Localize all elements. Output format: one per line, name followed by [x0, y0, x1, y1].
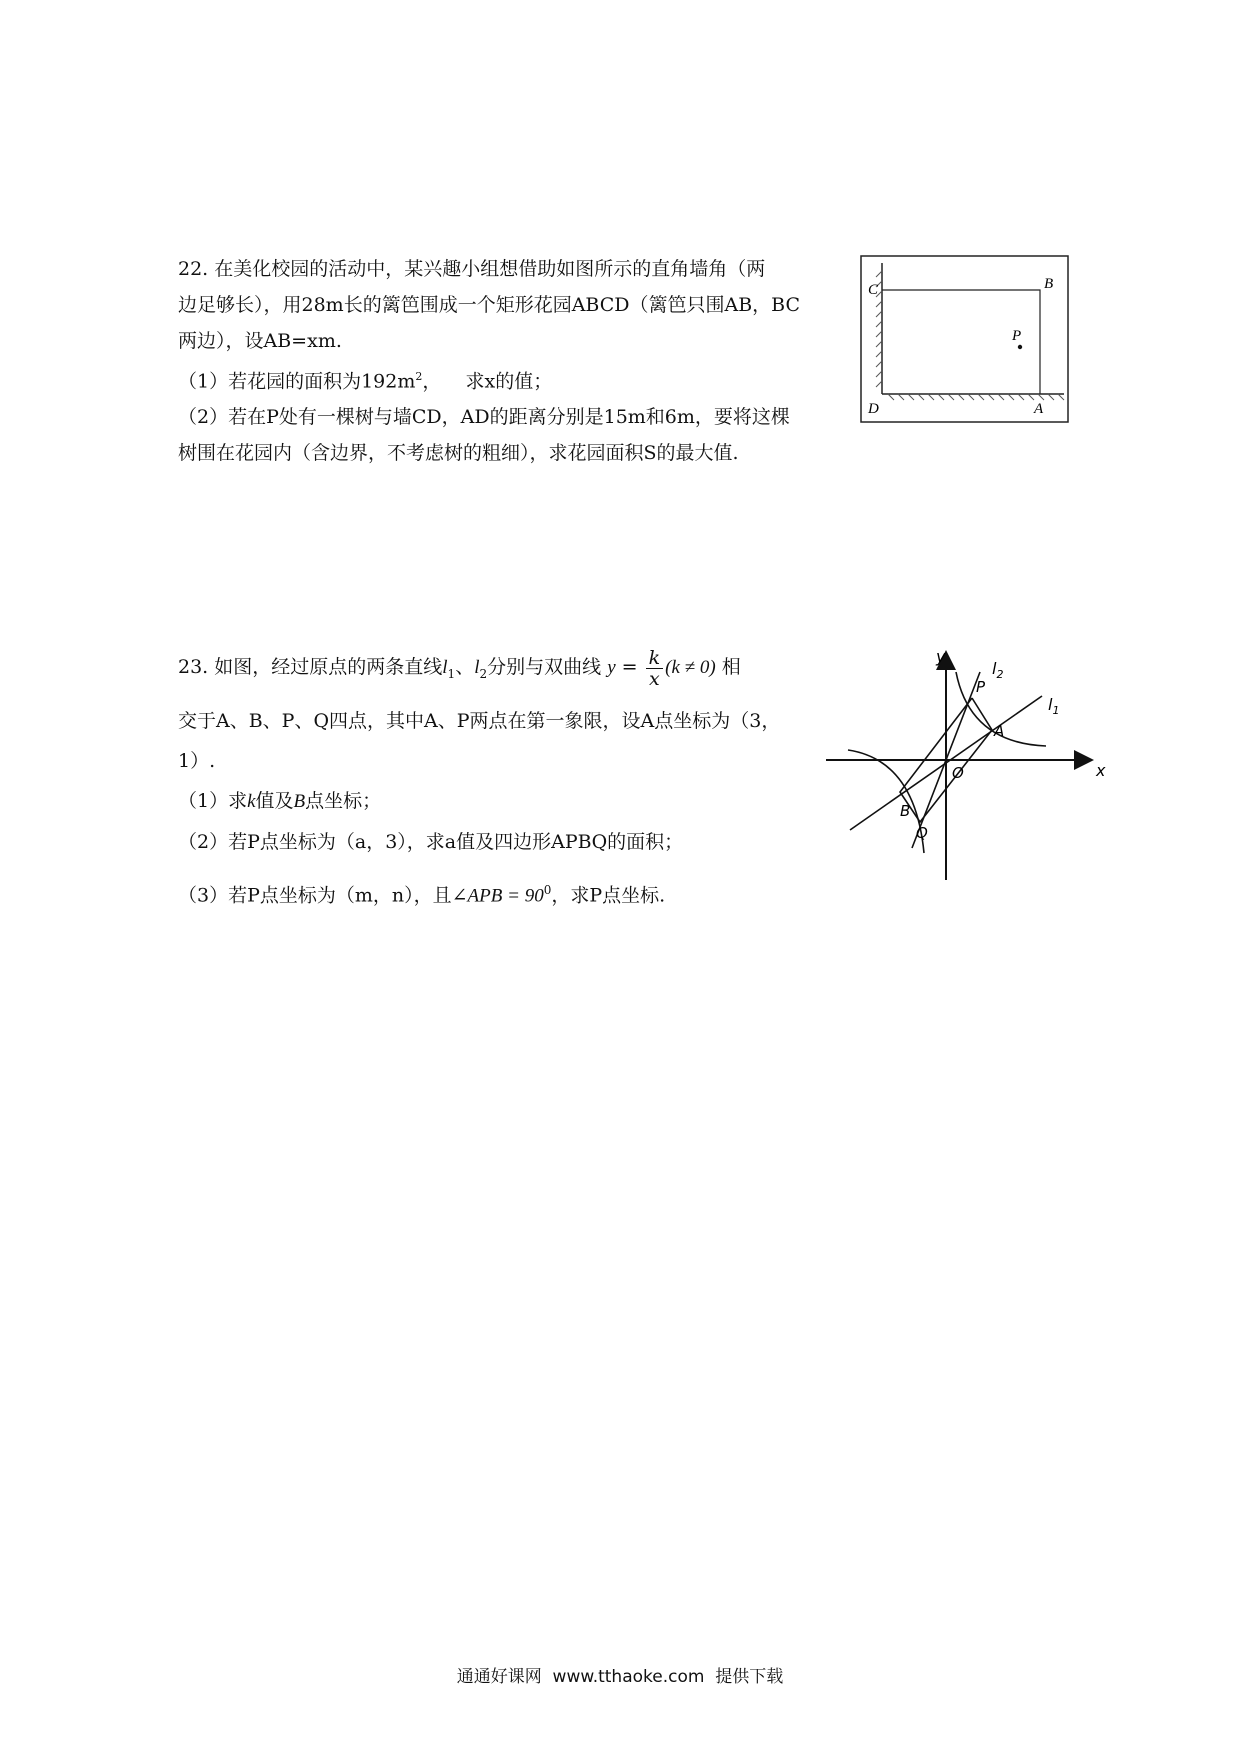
label-o: O	[952, 764, 964, 782]
problem-22-question-1: （1）若花园的面积为$192m^2$， 求x的值；	[178, 370, 553, 393]
label-p: P	[1012, 328, 1022, 344]
problem-23-question-2: （2）若P点坐标为（a，3），求a值及四边形APBQ的面积；	[178, 830, 684, 853]
label-d: D	[868, 401, 879, 417]
label-a: A	[1034, 401, 1044, 417]
label-p: P	[976, 678, 986, 696]
label-b: B	[900, 802, 911, 820]
problem-22-line-3: 两边），设AB=xm.	[178, 330, 342, 352]
problem-22-line-2: 边足够长），用28m长的篱笆围成一个矩形花园ABCD（篱笆只围AB，BC	[178, 294, 801, 316]
hyperbola-figure	[820, 648, 1120, 888]
label-a: A	[994, 722, 1005, 740]
garden-figure	[860, 255, 1070, 429]
label-l1: $l_1$	[1048, 695, 1060, 717]
label-c: C	[868, 282, 879, 298]
problem-23-question-3: （3）若P点坐标为（m，n），且∠APB = $90^0$，求P点坐标.	[178, 882, 666, 907]
problem-23-line-2: 交于A、B、P、Q四点，其中A、P两点在第一象限，设A点坐标为（3，	[178, 709, 781, 732]
axis-y-label: y	[936, 648, 946, 666]
problem-22-question-2-line-1: （2）若在P处有一棵树与墙CD，AD的距离分别是15m和6m，要将这棵	[178, 406, 790, 429]
problem-23-line-3: 1）.	[178, 749, 216, 772]
problem-23-line-1: 23. 如图，经过原点的两条直线$l_1$、$l_2$分别与双曲线 y = $\frac{k}{x}$ (k ≠ 0) 相	[178, 646, 741, 690]
problem-23-question-1: （1）求k值及B点坐标；	[178, 789, 382, 812]
axis-x-label: x	[1096, 761, 1106, 780]
problem-22-line-1: 22. 在美化校园的活动中，某兴趣小组想借助如图所示的直角墙角（两	[178, 258, 766, 280]
label-q: Q	[916, 824, 928, 842]
hyperbola-equation: y = $\frac{k}{x}$ (k ≠ 0)	[607, 646, 716, 690]
label-l2: $l_2$	[992, 659, 1004, 681]
label-b: B	[1044, 276, 1054, 292]
problem-22	[178, 251, 800, 471]
problem-23	[178, 648, 780, 916]
footer-text: 通通好课网 www.tthaoke.com 提供下载	[456, 1667, 784, 1687]
problem-22-question-2-line-2: 树围在花园内（含边界，不考虑树的粗细），求花园面积S的最大值.	[178, 442, 739, 465]
